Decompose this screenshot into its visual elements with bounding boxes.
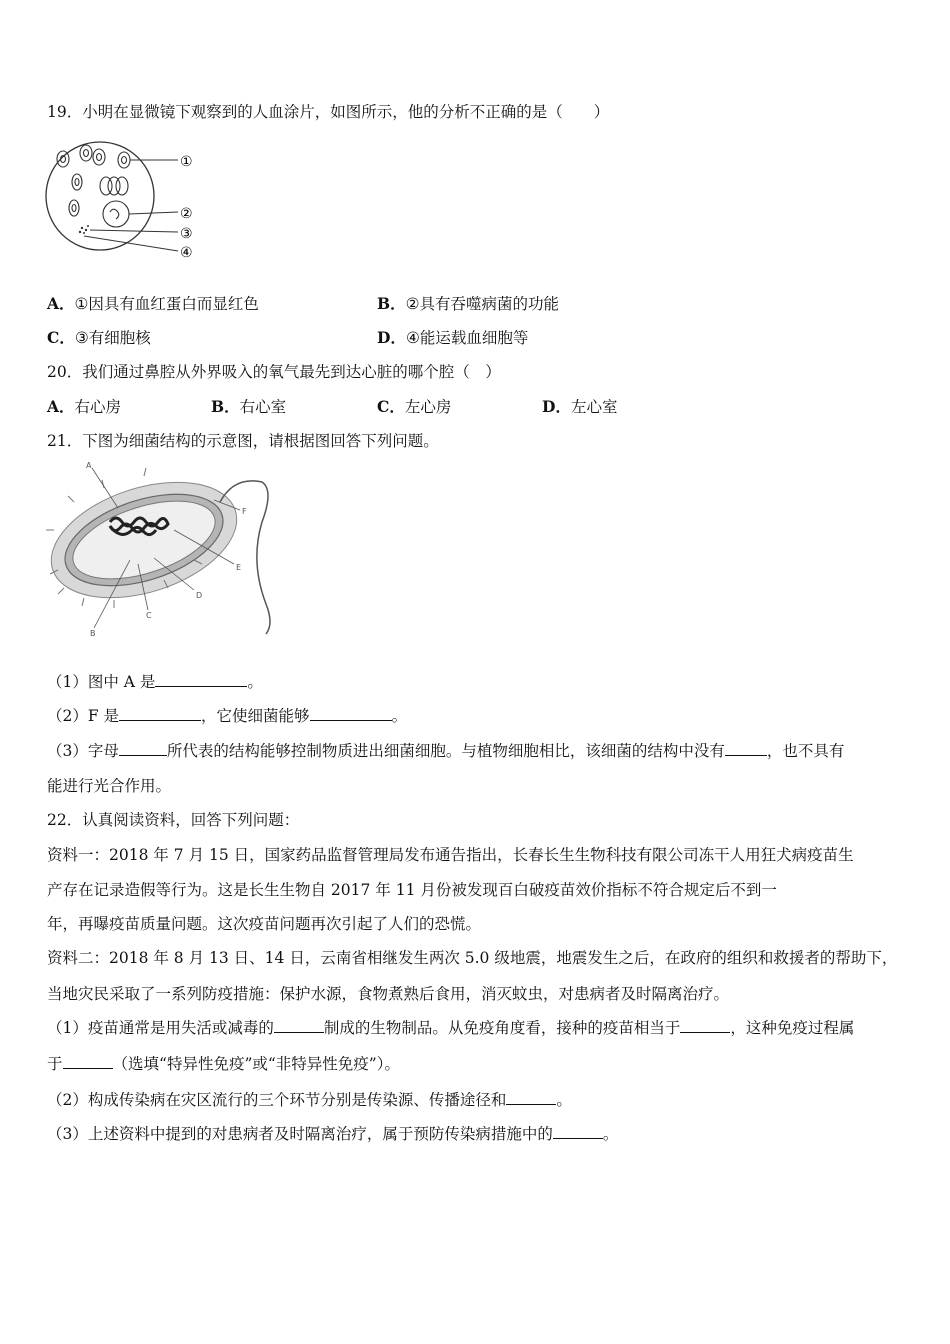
- answer-blank[interactable]: [274, 1018, 324, 1033]
- fig-label-d: D: [196, 591, 203, 600]
- q22-part1-cont: 于 （选填“特异性免疫”或“非特异性免疫”）。: [47, 1055, 400, 1073]
- q20-option-b: B．右心室: [211, 397, 287, 416]
- label-2: ②: [180, 206, 193, 222]
- q19-option-d: D．④能运载血细胞等: [377, 328, 529, 347]
- answer-blank[interactable]: [506, 1090, 556, 1105]
- fig-label-b: B: [90, 629, 96, 638]
- label-1: ①: [180, 154, 193, 170]
- q19-option-b: B．②具有吞噬病菌的功能: [377, 294, 560, 313]
- answer-blank[interactable]: [310, 706, 392, 721]
- bacteria-figure: [44, 460, 284, 640]
- answer-blank[interactable]: [63, 1054, 113, 1069]
- q21-part2: （2）F 是 ，它使细菌能够 。: [47, 707, 408, 725]
- blood-smear-figure: [44, 136, 214, 268]
- answer-blank[interactable]: [119, 706, 201, 721]
- q20-option-d: D．左心室: [542, 397, 618, 416]
- answer-blank[interactable]: [155, 672, 247, 687]
- q22-part3: （3）上述资料中提到的对患病者及时隔离治疗，属于预防传染病措施中的 。: [47, 1125, 619, 1143]
- q22-part1: （1）疫苗通常是用失活或减毒的 制成的生物制品。从免疫角度看，接种的疫苗相当于 ，这种免疫过程属: [47, 1019, 855, 1037]
- fig-label-f: F: [242, 507, 247, 516]
- q19-option-c: C．③有细胞核: [47, 328, 151, 347]
- q21-part3: （3）字母 所代表的结构能够控制物质进出细菌细胞。与植物细胞相比，该细菌的结构中没有 ，也不具有: [47, 742, 845, 760]
- fig-label-a: A: [86, 461, 92, 470]
- q21-stem: 21．下图为细菌结构的示意图，请根据图回答下列问题。: [47, 432, 439, 450]
- material2-line1: 资料二：2018 年 8 月 13 日、14 日，云南省相继发生两次 5.0 级地震，地震发生之后，在政府的组织和救援者的帮助下，: [47, 949, 898, 967]
- answer-blank[interactable]: [553, 1124, 603, 1139]
- q20-stem: 20．我们通过鼻腔从外界吸入的氧气最先到达心脏的哪个腔（ ）: [47, 363, 501, 381]
- label-4: ④: [180, 245, 193, 261]
- label-3: ③: [180, 226, 193, 242]
- material1-line3: 年，再曝疫苗质量问题。这次疫苗问题再次引起了人们的恐慌。: [47, 915, 482, 933]
- q19-option-a: A．①因具有血红蛋白而显红色: [47, 294, 259, 313]
- q22-part2: （2）构成传染病在灾区流行的三个环节分别是传染源、传播途径和 。: [47, 1091, 572, 1109]
- q20-option-a: A．右心房: [47, 397, 122, 416]
- answer-blank[interactable]: [725, 741, 767, 756]
- answer-blank[interactable]: [119, 741, 167, 756]
- material1-line2: 产存在记录造假等行为。这是长生生物自 2017 年 11 月份被发现百白破疫苗效价指标不符合规定后不到一: [47, 881, 777, 899]
- q22-stem: 22．认真阅读资料，回答下列问题：: [47, 811, 300, 829]
- material1-line1: 资料一：2018 年 7 月 15 日，国家药品监督管理局发布通告指出，长春长生生物科技有限公司冻干人用狂犬病疫苗生: [47, 846, 854, 864]
- fig-label-c: C: [146, 611, 152, 620]
- q20-option-c: C．左心房: [377, 397, 452, 416]
- q21-part1: （1）图中 A 是 。: [47, 673, 263, 691]
- material2-line2: 当地灾民采取了一系列防疫措施：保护水源，食物煮熟后食用，消灭蚊虫，对患病者及时隔离治疗。: [47, 985, 730, 1003]
- q21-part3-cont: 能进行光合作用。: [47, 777, 172, 795]
- fig-label-e: E: [236, 563, 242, 572]
- answer-blank[interactable]: [680, 1018, 730, 1033]
- q19-stem: 19．小明在显微镜下观察到的人血涂片，如图所示，他的分析不正确的是（ ）: [47, 103, 610, 121]
